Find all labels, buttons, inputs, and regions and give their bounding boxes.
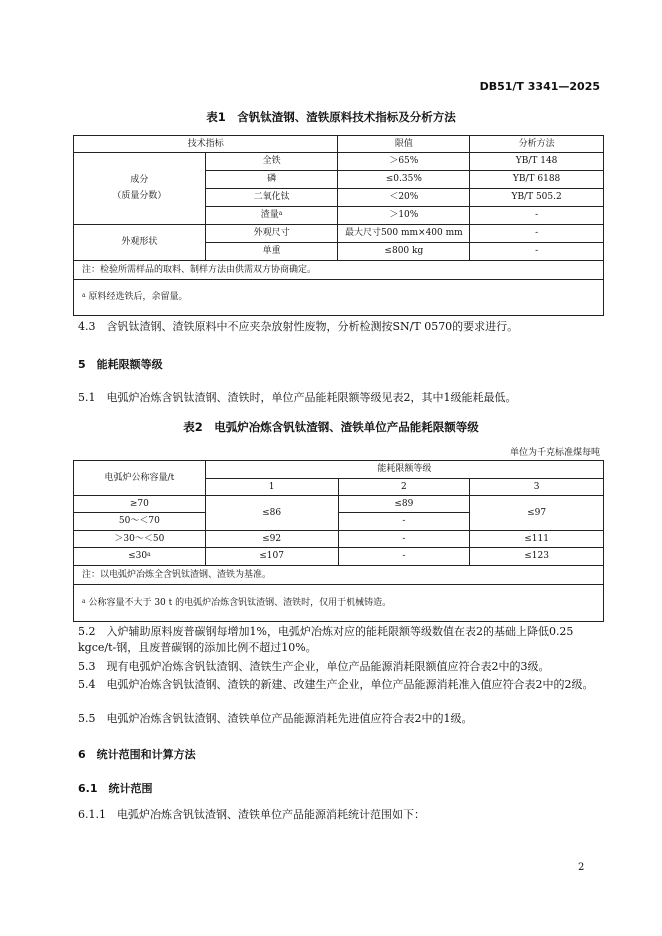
t2-footnote-mark: a <box>82 597 86 605</box>
t1-method: - <box>470 225 604 243</box>
para-5-2: 5.2 入炉辅助原料废普碳钢每增加1%，电弧炉冶炼对应的能耗限额等级数值在表2的基础上降低0.25 kgce/t-钢，且废普碳钢的添加比例不超过10%。 <box>78 625 574 654</box>
t1-method: YB/T 6188 <box>470 171 604 189</box>
para-4-3: 4.3 含钒钛渣钢、渣铁原料中不应夹杂放射性废物，分析检测按SN/T 0570的要求进行。 <box>78 320 519 333</box>
para-5-3: 5.3 现有电弧炉冶炼含钒钛渣钢、渣铁生产企业，单位产品能源消耗限额值应符合表2中的3级。 <box>78 660 550 673</box>
section-6-1-title: 6.1 统计范围 <box>78 782 153 795</box>
t2-sup-a: a <box>147 551 151 559</box>
t1-item: 全铁 <box>205 153 338 171</box>
para-5-1: 5.1 电弧炉冶炼含钒钛渣钢、渣铁时，单位产品能耗限额等级见表2，其中1级能耗最低。 <box>78 391 517 404</box>
table1-caption: 表1 含钒钛渣钢、渣铁原料技术指标及分析方法 <box>206 110 456 124</box>
t1-item-slag-text: 渣量 <box>260 210 279 221</box>
t1-limit: 最大尺寸500 mm×400 mm <box>338 225 470 243</box>
t2-group-header: 能耗限额等级 <box>205 461 603 479</box>
t2-cell-l2: - <box>338 548 470 566</box>
table2-caption: 表2 电弧炉冶炼含钒钛渣钢、渣铁单位产品能耗限额等级 <box>183 420 479 434</box>
t2-level-1: 1 <box>205 479 338 496</box>
t2-footnote <box>74 585 604 622</box>
t2-level-2: 2 <box>338 479 470 496</box>
section-5-title: 5 能耗限额等级 <box>78 358 163 371</box>
t2-cell-l1: ≤92 <box>205 531 338 548</box>
t1-sup-a: a <box>278 210 283 218</box>
t1-header-method: 分析方法 <box>470 136 604 153</box>
t2-capacity: ≥70 <box>74 496 206 513</box>
t1-footnote <box>74 280 604 316</box>
t1-limit: ＞65% <box>338 153 470 171</box>
para-6-1-1: 6.1.1 电弧炉冶炼含钒钛渣钢、渣铁单位产品能源消耗统计范围如下： <box>78 808 425 821</box>
t2-cell-l3: ≤123 <box>470 548 604 566</box>
t1-method: - <box>470 207 604 225</box>
t2-note: 注：以电弧炉冶炼全含钒钛渣钢、渣铁为基准。 <box>74 566 604 585</box>
t2-capacity-small <box>74 548 206 566</box>
t1-limit: ≤800 kg <box>338 243 470 261</box>
t2-capacity: ＞30～＜50 <box>74 531 206 548</box>
t1-item-slag <box>205 207 338 225</box>
para-5-5: 5.5 电弧炉冶炼含钒钛渣钢、渣铁单位产品能源消耗先进值应符合表2中的1级。 <box>78 712 473 725</box>
t1-header-indicator: 技术指标 <box>74 136 338 153</box>
t1-limit: ＞10% <box>338 207 470 225</box>
t1-item: 外观尺寸 <box>205 225 338 243</box>
t2-level-3: 3 <box>470 479 604 496</box>
t1-method: - <box>470 243 604 261</box>
t1-group1-line1: 成分 <box>130 175 149 186</box>
page-number: 2 <box>578 862 585 873</box>
t1-limit: ≤0.35% <box>338 171 470 189</box>
t2-cell-l2: - <box>338 531 470 548</box>
t1-group1-line2: （质量分数） <box>112 191 167 201</box>
t2-footnote-text: 公称容量不大于 30 t 的电弧炉冶炼含钒钛渣钢、渣铁时，仅用于机械铸造。 <box>88 597 392 608</box>
t2-capacity-text: ≤30 <box>128 551 148 562</box>
table2 <box>73 460 604 622</box>
t1-item: 单重 <box>205 243 338 261</box>
t2-cell-l3: ≤111 <box>470 531 604 548</box>
standard-number: DB51/T 3341—2025 <box>479 80 600 93</box>
t1-method: YB/T 148 <box>470 153 604 171</box>
table1 <box>73 135 604 316</box>
t1-footnote-mark: a <box>82 292 86 300</box>
t1-note: 注：检验所需样品的取料、制样方法由供需双方协商确定。 <box>74 261 604 280</box>
t2-cell-l2: - <box>338 513 470 531</box>
para-5-4: 5.4 电弧炉冶炼含钒钛渣钢、渣铁的新建、改建生产企业，单位产品能源消耗准入值应符合表2中的2级。 <box>78 678 594 691</box>
t2-cell-l1: ≤86 <box>205 496 338 531</box>
t1-limit: ＜20% <box>338 189 470 207</box>
table2-unit: 单位为千克标准煤每吨 <box>509 448 600 458</box>
t1-item: 二氧化钛 <box>205 189 338 207</box>
t1-group-composition <box>74 153 206 225</box>
t2-capacity: 50～＜70 <box>74 513 206 531</box>
t1-item: 磷 <box>205 171 338 189</box>
t1-header-limit: 限值 <box>338 136 470 153</box>
t2-cell-l2: ≤89 <box>338 496 470 513</box>
t1-group-appearance: 外观形状 <box>74 225 206 261</box>
t2-col-capacity: 电弧炉公称容量/t <box>74 461 206 496</box>
section-6-title: 6 统计范围和计算方法 <box>78 748 196 761</box>
t1-method: YB/T 505.2 <box>470 189 604 207</box>
t2-cell-l1: ≤107 <box>205 548 338 566</box>
t2-cell-l3: ≤97 <box>470 496 604 531</box>
t1-footnote-text: 原料经选铁后，余留量。 <box>88 292 188 303</box>
